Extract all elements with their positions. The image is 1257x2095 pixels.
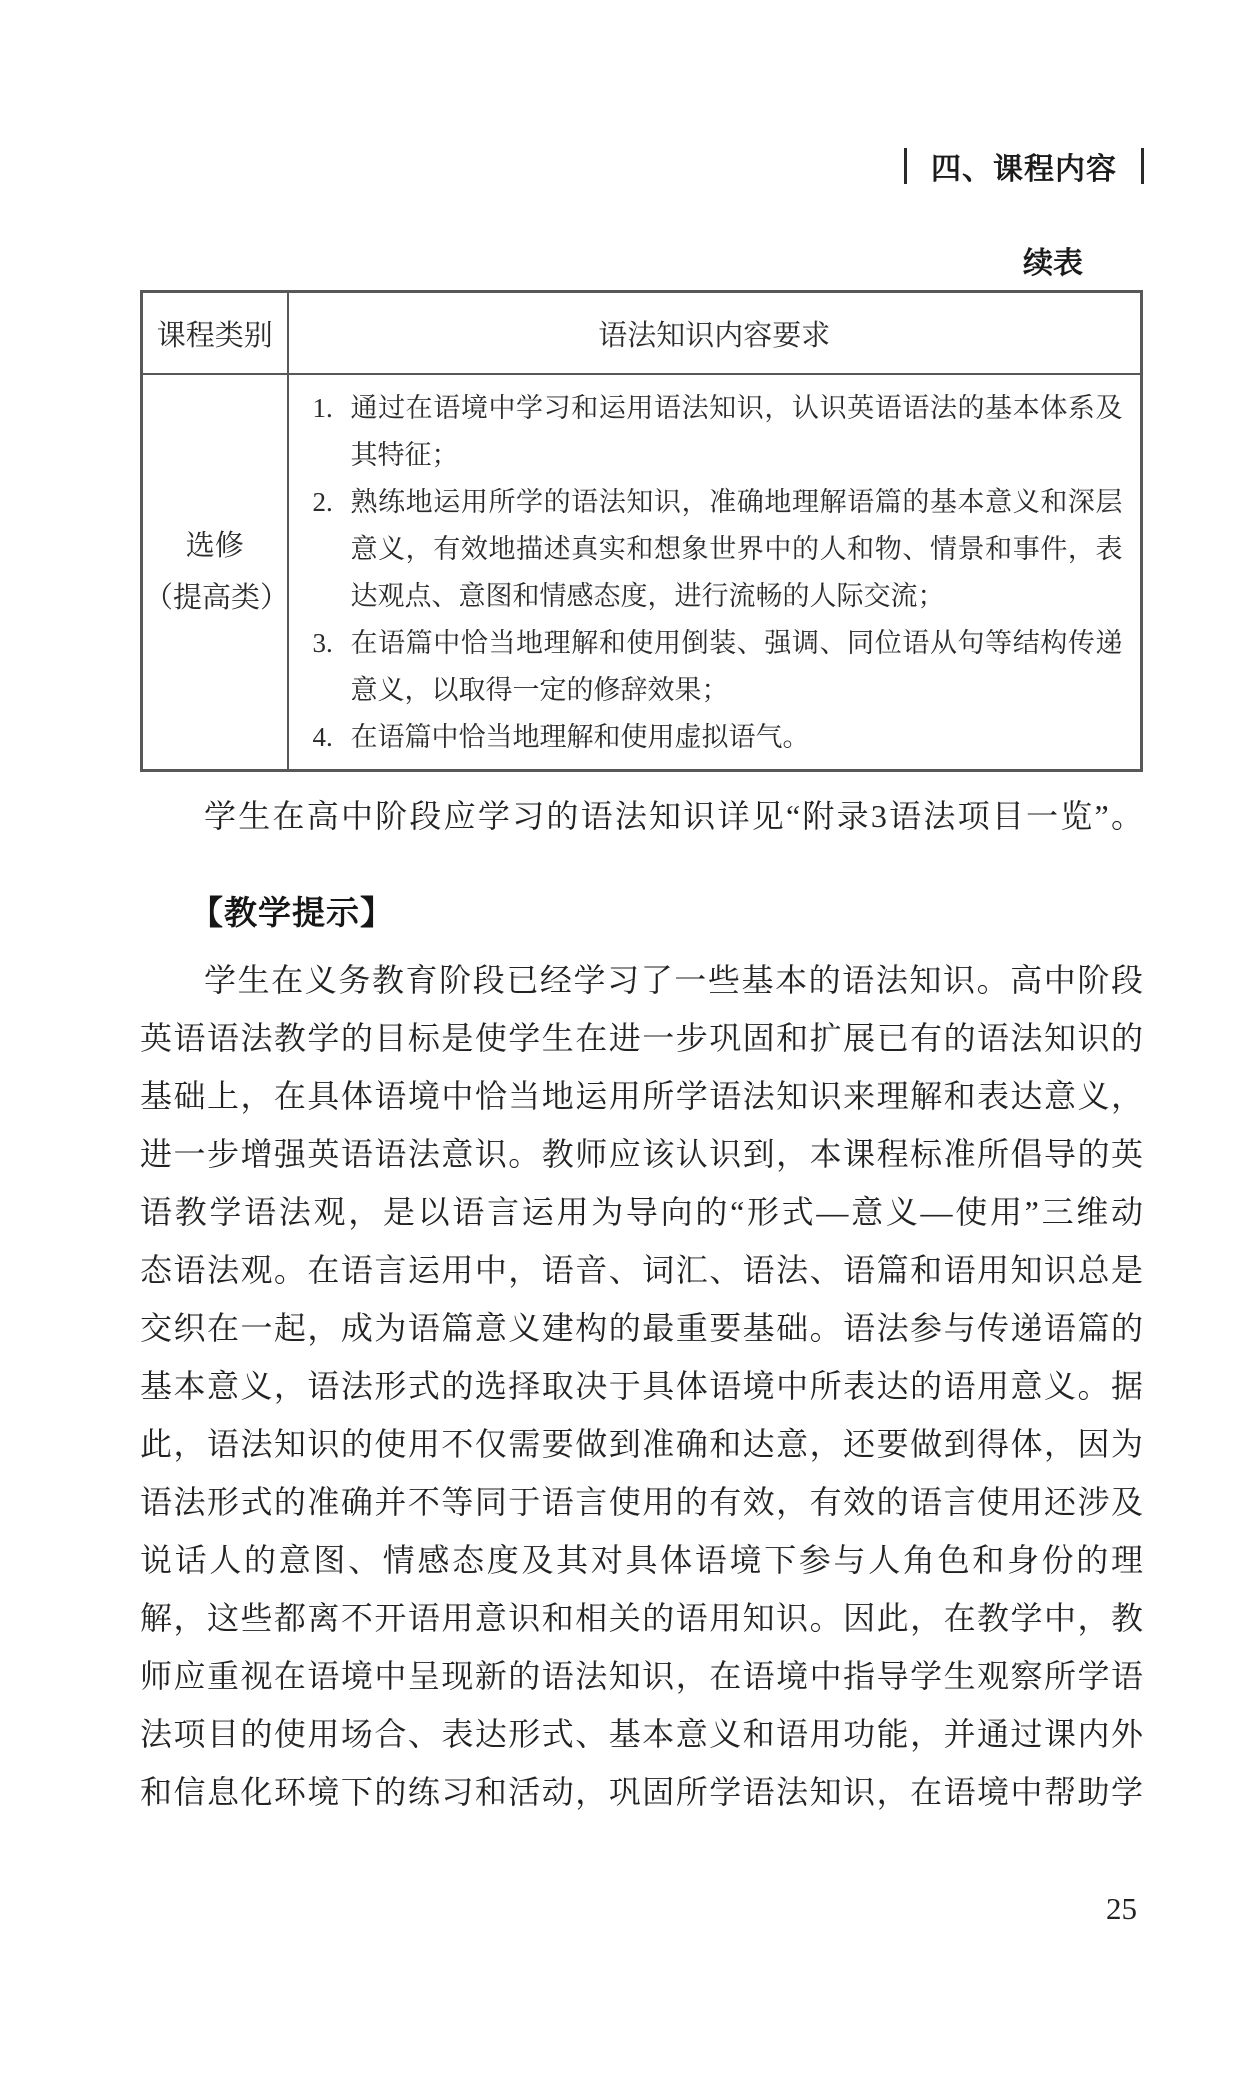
body-text-line: 英语语法教学的目标是使学生在进一步巩固和扩展已有的语法知识的 [140, 1020, 1143, 1056]
running-head [904, 144, 1144, 188]
body-text-line: 语教学语法观，是以语言运用为导向的“形式—意义—使用”三维动 [140, 1194, 1143, 1230]
column-header-course-category: 课程类别 [142, 292, 288, 375]
body-text-line: 说话人的意图、情感态度及其对具体语境下参与人角色和身份的理 [140, 1542, 1143, 1578]
requirement-number: 2. [312, 487, 333, 517]
requirement-item [313, 620, 1131, 714]
body-text-line: 和信息化环境下的练习和活动，巩固所学语法知识，在语境中帮助学 [140, 1774, 1143, 1810]
table-header-row [142, 292, 1142, 375]
column-header-grammar-requirements: 语法知识内容要求 [288, 292, 1142, 375]
table-row [142, 374, 1142, 771]
requirement-text: 熟练地运用所学的语法知识，准确地理解语篇的基本意义和深层意义，有效地描述真实和想象世界中的人和物、情景和事件，表达观点、意图和情感态度，进行流畅的人际交流； [350, 487, 1123, 611]
cell-requirements [288, 374, 1142, 771]
requirement-number: 1. [312, 393, 333, 423]
body-paragraph [140, 951, 1143, 1821]
category-line: （提高类） [144, 582, 290, 614]
note-paragraph: 学生在高中阶段应学习的语法知识详见“附录3语法项目一览”。 [204, 798, 1143, 834]
body-text-line: 基本意义，语法形式的选择取决于具体语境中所表达的语用意义。据 [140, 1368, 1143, 1404]
cell-course-category [142, 374, 288, 771]
requirement-item [313, 714, 1131, 761]
table-continued-label: 续表 [1023, 247, 1083, 280]
requirement-number: 3. [312, 628, 333, 658]
requirement-item [313, 479, 1131, 620]
body-text-line: 师应重视在语境中呈现新的语法知识，在语境中指导学生观察所学语 [140, 1658, 1143, 1694]
requirement-text: 在语篇中恰当地理解和使用虚拟语气。 [350, 722, 810, 752]
running-head-bar-left [904, 148, 907, 184]
requirement-text: 通过在语境中学习和运用语法知识，认识英语语法的基本体系及其特征； [350, 393, 1123, 470]
requirement-item [313, 385, 1131, 479]
running-head-title: 四、课程内容 [931, 153, 1117, 186]
requirement-text: 在语篇中恰当地理解和使用倒装、强调、同位语从句等结构传递意义，以取得一定的修辞效果； [350, 628, 1123, 705]
body-text-line: 解，这些都离不开语用意识和相关的语用知识。因此，在教学中，教 [140, 1600, 1143, 1636]
body-text-line: 进一步增强英语语法意识。教师应该认识到，本课程标准所倡导的英 [140, 1136, 1143, 1172]
body-text-line: 语法形式的准确并不等同于语言使用的有效，有效的语言使用还涉及 [140, 1484, 1143, 1520]
body-text-line: 学生在义务教育阶段已经学习了一些基本的语法知识。高中阶段 [204, 962, 1143, 998]
body-text-line: 基础上，在具体语境中恰当地运用所学语法知识来理解和表达意义， [140, 1078, 1143, 1114]
body-text-line: 法项目的使用场合、表达形式、基本意义和语用功能，并通过课内外 [140, 1716, 1143, 1752]
page-number: 25 [1106, 1891, 1137, 1926]
requirement-number: 4. [312, 722, 333, 752]
body-text-line: 此，语法知识的使用不仅需要做到准确和达意，还要做到得体，因为 [140, 1426, 1143, 1462]
running-head-bar-right [1141, 148, 1144, 184]
body-text-line: 交织在一起，成为语篇意义建构的最重要基础。语法参与传递语篇的 [140, 1310, 1143, 1346]
section-heading-teaching-tips: 【教学提示】 [190, 896, 394, 932]
category-line: 选修 [185, 530, 244, 562]
body-text-line: 态语法观。在语言运用中，语音、词汇、语法、语篇和语用知识总是 [140, 1252, 1143, 1288]
grammar-requirements-table [140, 290, 1143, 772]
